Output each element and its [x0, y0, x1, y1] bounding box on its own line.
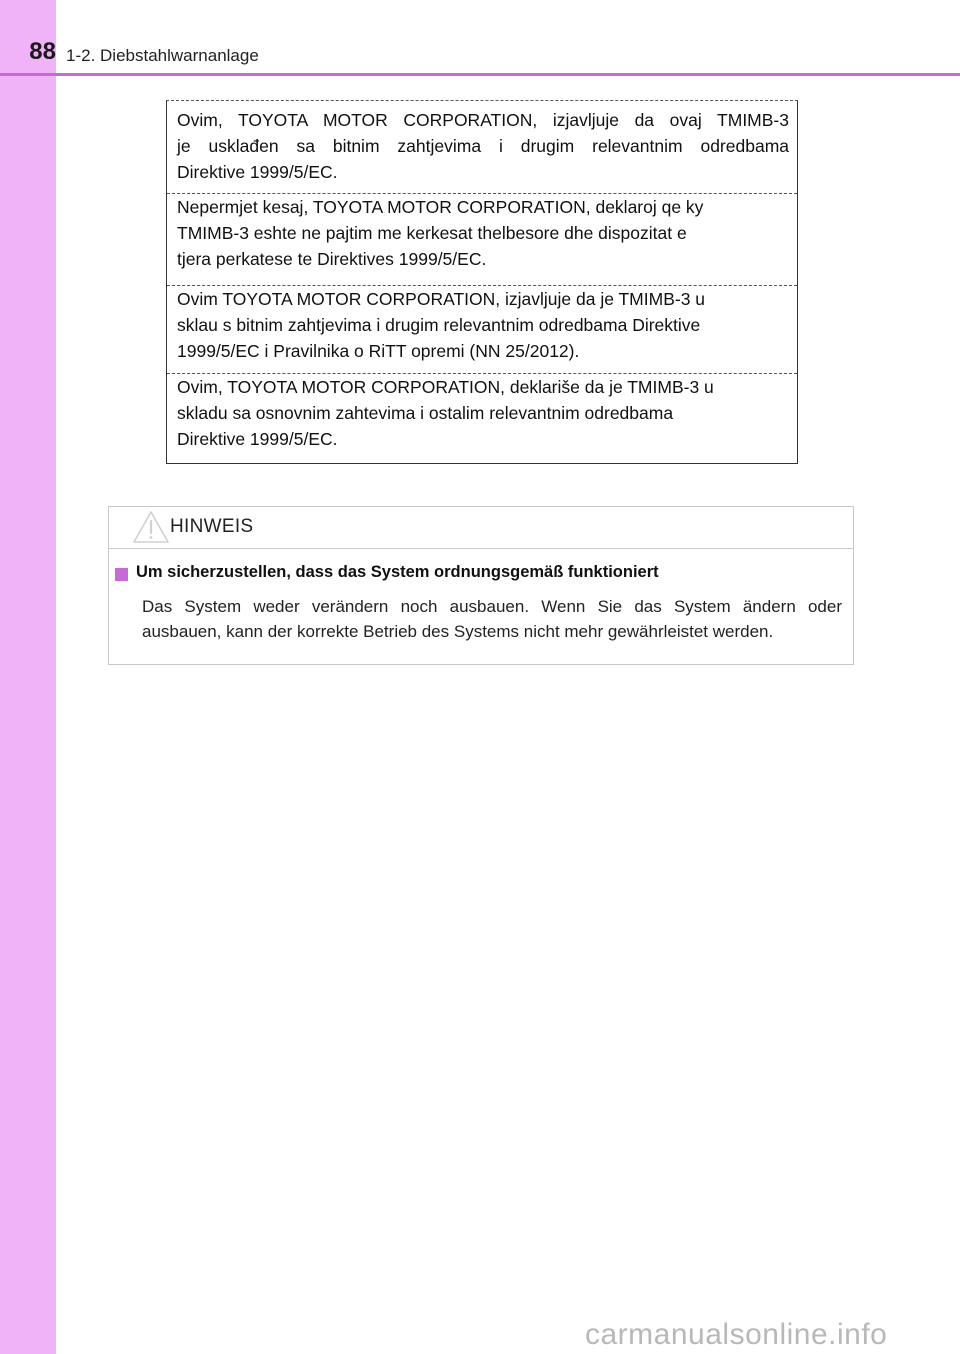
warning-triangle-icon: [131, 509, 171, 545]
declaration-serbian: [167, 373, 797, 452]
watermark: carmanualsonline.info: [585, 1318, 888, 1351]
declaration-line: je usklađen sa bitnim zahtjevima i drugim relevantnim odredbama: [177, 136, 789, 156]
declaration-line: Ovim TOYOTA MOTOR CORPORATION, izjavljuje da je TMIMB-3 u: [177, 289, 706, 309]
declaration-box: [166, 100, 798, 464]
page-number: 88: [29, 38, 56, 65]
declaration-line: skladu sa osnovnim zahtevima i ostalim relevantnim odredbama: [177, 403, 674, 423]
notice-box: [108, 506, 854, 665]
declaration-line: Ovim, TOYOTA MOTOR CORPORATION, deklariše da je TMIMB-3 u: [177, 377, 714, 397]
section-title: 1-2. Diebstahlwarnanlage: [66, 46, 259, 65]
notice-label: HINWEIS: [170, 516, 254, 537]
declaration-line: Nepermjet kesaj, TOYOTA MOTOR CORPORATION, deklaroj qe ky: [177, 197, 704, 217]
declaration-bosnian: [167, 107, 797, 185]
square-bullet-icon: [115, 568, 128, 581]
side-color-bar: [0, 0, 56, 1354]
declaration-line: tjera perkatese te Direktives 1999/5/EC.: [177, 249, 487, 269]
declaration-line: 1999/5/EC i Pravilnika o RiTT opremi (NN 25/2012).: [177, 341, 580, 361]
declaration-line: Ovim, TOYOTA MOTOR CORPORATION, izjavljuje da ovaj TMIMB-3: [177, 110, 789, 130]
declaration-line: TMIMB-3 eshte ne pajtim me kerkesat thelbesore dhe dispozitat e: [177, 223, 687, 243]
declaration-croatian: [167, 285, 797, 364]
notice-item-title: Um sicherzustellen, dass das System ordnungsgemäß funktioniert: [136, 563, 659, 581]
declaration-line: sklau s bitnim zahtjevima i drugim relevantnim odredbama Direktive: [177, 315, 701, 335]
declaration-line: Direktive 1999/5/EC.: [177, 429, 338, 449]
notice-header: [109, 507, 853, 549]
notice-item-body: Das System weder verändern noch ausbauen. Wenn Sie das System ändern oder ausbauen, kann der korrekte Betrieb des Systems nicht mehr gewährleistet werden.: [142, 597, 842, 641]
declaration-line: Direktive 1999/5/EC.: [177, 162, 338, 182]
header-rule: [0, 73, 960, 76]
declaration-albanian: [167, 193, 797, 272]
